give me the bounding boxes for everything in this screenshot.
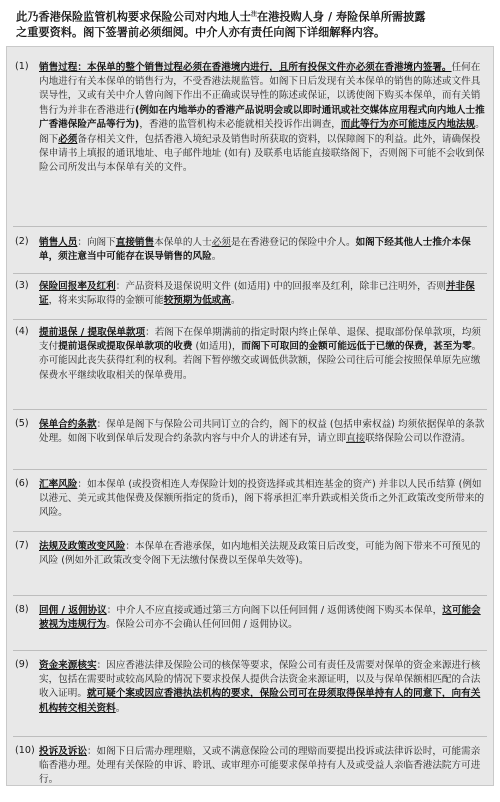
item-rebate: [13, 596, 487, 651]
item-complaints-litigation: [13, 737, 487, 785]
item-text: [39, 418, 487, 469]
header-notice: [4, 4, 496, 46]
item-body: ：因应香港法律及保险公司的核保等要求，保险公司有责任及需要对保单的资金来源进行核实，包括在需要时或较高风险的情况下要求投保人提供合法资金来源证明，以及与保单保额相匹配的合法收入证明。: [39, 659, 481, 700]
item-text: [39, 745, 487, 785]
item-early-surrender: [13, 320, 487, 410]
item-text: [39, 540, 487, 595]
item-emphasis: 直接: [346, 432, 366, 444]
item-body: 。: [230, 294, 241, 306]
item-number: (3): [15, 279, 29, 291]
item-heading: 提前退保 / 提取保单款项: [39, 326, 146, 338]
item-body: 。保险公司亦不会确认任何回佣 / 返佣协议。: [106, 618, 298, 630]
item-number: (4): [15, 325, 29, 337]
item-body: 备存相关文件，包括香港入境纪录及销售时所获取的资料，以保障阁下的利益。此外，请确保投保申请书上填报的通讯地址、电子邮件地址 (如有) 及联系电话能直接联络阁下，否则阁下可能不会收到保险公司所发出与本保单有关的文件。: [39, 133, 485, 174]
item-body: 联络保险公司以作澄清。: [365, 432, 471, 444]
item-sales-staff: [13, 227, 487, 274]
item-text: [39, 326, 487, 409]
item-heading: 投诉及诉讼: [39, 745, 87, 757]
item-emphasis: 而阁下可取回的金额可能远低于已缴的保费，甚至为零: [241, 340, 472, 352]
item-number: (7): [15, 539, 29, 551]
item-heading: 回佣 / 返佣协议: [39, 604, 107, 616]
item-body: ：中介人不应直接或通过第三方向阁下以任何回佣 / 返佣诱使阁下购买本保单，: [106, 604, 443, 616]
header-line1-part2: 在港投购人身 / 寿险保单所需披露: [256, 10, 426, 24]
item-number: (9): [15, 658, 29, 670]
item-body: ：如阁下日后需办理理赔，又或不满意保险公司的理赔而要提出投诉或法律诉讼时，可能需亲临香港办理。处理有关保险的申诉、聆讯、或审理亦可能要求保单持有人及或受益人亲临香港法院方可进行。: [39, 745, 481, 786]
item-emphasis: 而此等行为亦可能违反内地法规: [340, 119, 476, 131]
item-emphasis: 直接销售: [115, 236, 155, 248]
disclosure-panel: [6, 46, 494, 786]
item-number: (1): [15, 60, 29, 72]
item-heading: 销售过程：本保单的整个销售过程必须在香港境内进行，且所有投保文件亦必须在香港境内签署。: [39, 61, 452, 73]
item-exchange-rate-risk: [13, 470, 487, 532]
item-body: 任何在内地进行有关本保单的销售行为，不受香港法规监管。如阁下日后发现有关本保单的销售的陈述或文件具误导性，又或有关中介人曾向阁下作出不正确或误导性的陈述或保证，以诱使阁下购买本保单，而有关销售行为并非在香港进行: [39, 61, 481, 116]
item-emphasis: 就可疑个案或因应香港执法机构的要求，保险公司可在毋须取得保单持有人的同意下，向有关机构转交相关资料: [39, 688, 481, 714]
item-emphasis: (例如在内地举办的香港产品说明会或以即时通讯或社交媒体应用程式向内地人士推广香港保险产品等行为): [39, 104, 485, 131]
item-heading: 保险回报率及红利: [39, 280, 116, 292]
item-regulatory-risk: [13, 532, 487, 596]
item-source-of-funds: [13, 651, 487, 737]
item-body: ：如本保单 (或投资相连人寿保险计划的投资选择或其相连基金的资产) 并非以人民币结算 (例如以港元、美元或其他保费及保额所指定的货币)，阁下将承担汇率升跌或相关货币之外汇政策改变所带来的风险。: [39, 478, 485, 519]
item-body: 。阁下: [39, 119, 485, 145]
item-text: [39, 61, 487, 226]
item-body: 本保单的人士: [154, 236, 212, 248]
item-number: (6): [15, 477, 29, 489]
item-text: [39, 604, 487, 650]
footnote-marker: 注: [250, 11, 257, 18]
item-text: [39, 280, 487, 319]
item-body: ：本保单在香港承保，如内地相关法规及政策日后改变，可能为阁下带来不可预见的风险 (例如外汇政策改变令阁下无法缴付保费以至保单失效等)。: [39, 540, 481, 566]
item-emphasis: 较预期为低或高: [163, 294, 231, 306]
item-body: (如适用)，: [192, 340, 242, 352]
item-number: (2): [15, 235, 29, 247]
item-number: (10): [15, 744, 35, 756]
item-returns-bonus: [13, 274, 487, 320]
item-emphasis: 这可能会被视为违规行为: [39, 604, 481, 630]
header-line2: 之重要资料。阁下签署前必须细阅。中介人亦有责任向阁下详细解释内容。: [16, 26, 386, 40]
item-body: ：产品资料及退保说明文件 (如适用) 中的回报率及红利，除非已注明外，否则: [115, 280, 446, 292]
item-heading: 销售人员: [39, 236, 78, 248]
item-body: ，香港的监管机构未必能就相关投诉作出调查，: [139, 119, 341, 131]
item-body: ：保单是阁下与保险公司共同订立的合约，阁下的权益 (包括申索权益) 均须依据保单的条款处理。如阁下收到保单后发现合约条款内容与中介人的讲述有异，请立即: [39, 418, 485, 444]
item-number: (5): [15, 417, 29, 429]
item-text: [39, 478, 487, 531]
header-line1-part1: 此乃香港保险监管机构要求保险公司对内地人士: [16, 10, 251, 24]
item-emphasis: 必须: [211, 236, 231, 248]
item-heading: 资金来源核实: [39, 659, 97, 671]
item-body: 是在香港登记的保险中介人。: [230, 236, 356, 248]
item-emphasis: 必须: [58, 133, 78, 145]
item-text: [39, 659, 487, 736]
item-body: ：向阁下: [77, 236, 116, 248]
item-emphasis: 并非保证: [39, 280, 475, 306]
item-body: 。: [115, 702, 126, 714]
item-heading: 汇率风险: [39, 478, 78, 490]
item-body: 。: [211, 250, 222, 262]
item-emphasis: 如阁下经其他人士推介本保单，须注意当中可能存在误导销售的风险: [39, 236, 471, 262]
item-number: (8): [15, 603, 29, 615]
item-heading: 法规及政策改变风险: [39, 540, 126, 552]
item-text: [39, 236, 487, 273]
item-sales-process: [13, 51, 487, 227]
item-body: ：若阁下在保单期满前的指定时限内终止保单、退保、提取部份保单款项，均须支付: [39, 326, 481, 352]
item-body: 。亦可能因此丧失获得红利的权利。若阁下暂停缴交或调低供款额，保险公司往后可能会按照保单原先应缴保费水平继续收取相关的保单费用。: [39, 340, 482, 381]
item-emphasis: 提前退保或提取保单款项的收费: [58, 340, 193, 352]
item-contract-terms: [13, 410, 487, 470]
item-heading: 保单合约条款: [39, 418, 97, 430]
item-body: ，将来实际取得的金额可能: [48, 294, 164, 306]
